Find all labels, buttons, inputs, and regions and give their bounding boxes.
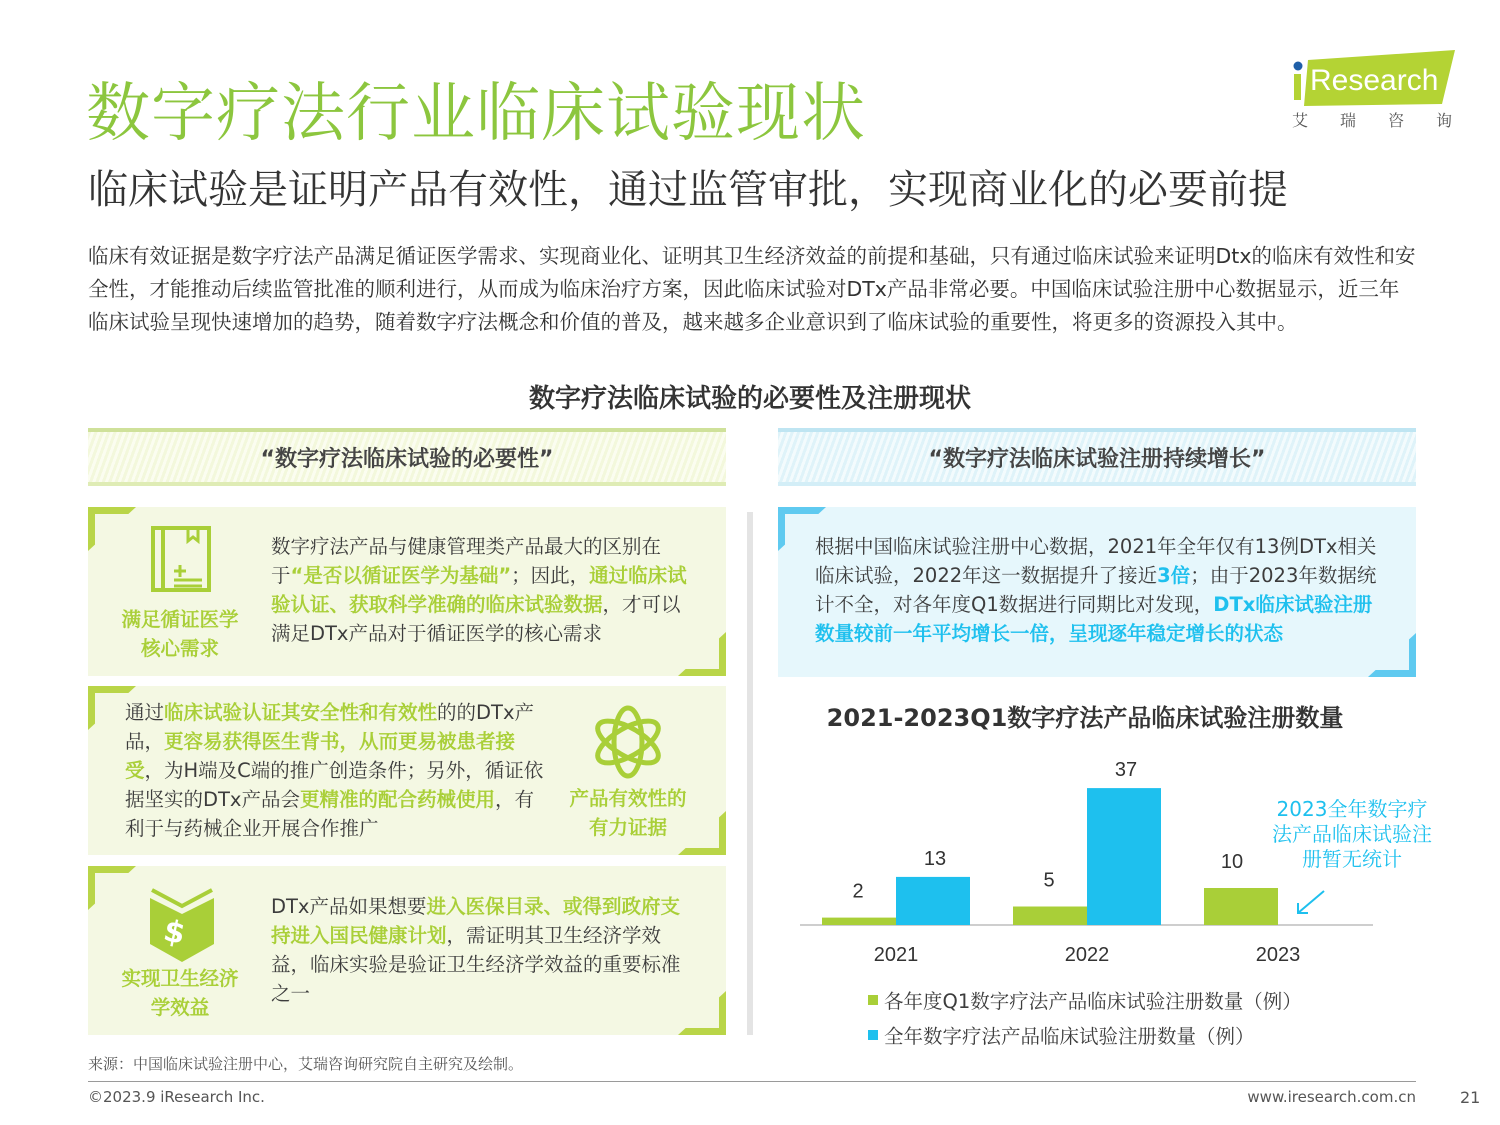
highlight-text: 3倍 — [1157, 564, 1191, 587]
body-text: ，有利于与药械企业开展合作推广 — [125, 788, 534, 840]
page-number: 21 — [1460, 1088, 1481, 1107]
card-text — [271, 532, 691, 648]
body-text: 通过 — [125, 701, 165, 724]
data-label: 13 — [923, 847, 947, 870]
card-effectiveness — [88, 686, 726, 855]
page-title: 数字疗法行业临床试验现状 — [86, 77, 866, 151]
body-text: ；由于2023年数据统计不全，对各年度Q1数据进行同期比对发现， — [815, 564, 1377, 616]
dollar-book-icon — [150, 886, 214, 962]
copyright: ©2023.9 iResearch Inc. — [88, 1088, 265, 1106]
highlight-text: 更容易获得医生背书，从而更易被患者接受 — [125, 730, 516, 782]
highlight-text: 进入医保目录、或得到政府支持进入国民健康计划 — [271, 895, 680, 947]
necessity-header: “数字疗法临床试验的必要性” — [88, 428, 726, 486]
highlight-text: 更精准的配合药械使用 — [299, 788, 495, 811]
legend-label: 全年数字疗法产品临床试验注册数量（例） — [884, 1025, 1255, 1048]
svg-text:Research: Research — [1310, 64, 1439, 97]
legend-swatch — [868, 1030, 878, 1040]
card-text — [271, 892, 691, 1008]
body-text: ，需证明其卫生经济学效益，临床实验是验证卫生经济学效益的重要标准之一 — [271, 924, 681, 1005]
card-label — [110, 605, 250, 663]
highlight-text: 临床试验认证其安全性和有效性 — [164, 701, 438, 724]
card-label-line: 产品有效性的 — [569, 787, 687, 810]
intro-paragraph: 临床有效证据是数字疗法产品满足循证医学需求、实现商业化、证明其卫生经济效益的前提和基础，只有通过临床试验来证明Dtx的临床有效性和安全性，才能推动后续监管批准的顺利进行，从而成为临床治疗方案，因此临床试验对DTx产品非常必要。中国临床试验注册中心数据显示，近三年临床试验呈现快速增加的趋势，随着数字疗法概念和价值的普及，越来越多企业意识到了临床试验的重要性，将更多的资源投入其中。 — [88, 244, 1416, 334]
section-heading: 数字疗法临床试验的必要性及注册现状 — [528, 384, 971, 414]
svg-text:艾: 艾 — [1292, 111, 1309, 130]
data-label: 10 — [1220, 851, 1244, 873]
registration-header: “数字疗法临床试验注册持续增长” — [778, 428, 1416, 486]
card-label — [558, 784, 698, 842]
legend-item-full-year — [868, 1021, 1255, 1049]
data-label: 37 — [1114, 759, 1138, 782]
card-label-line: 学效益 — [150, 996, 210, 1019]
card-label-line: 实现卫生经济 — [121, 967, 239, 990]
body-text: DTx产品如果想要 — [271, 895, 427, 918]
legend-item-q1 — [868, 986, 1302, 1014]
card-label — [110, 964, 250, 1022]
card-label-line: 有力证据 — [588, 816, 667, 839]
data-label: 5 — [1043, 869, 1055, 892]
svg-text:询: 询 — [1436, 111, 1453, 130]
body-text: 数字疗法产品与健康管理类产品最大的区别在于 — [271, 535, 662, 587]
source-note: 来源：中国临床试验注册中心，艾瑞咨询研究院自主研究及绘制。 — [88, 1055, 524, 1073]
body-text: ，才可以满足DTx产品对于循证医学的核心需求 — [271, 593, 681, 645]
bar-2021-full-year — [896, 877, 970, 925]
highlight-text: “是否以循证医学为基础” — [290, 564, 512, 587]
card-text — [815, 532, 1390, 648]
bar-2021-q1 — [822, 918, 896, 925]
bar-2022-full-year — [1087, 788, 1161, 925]
card-text — [125, 698, 545, 843]
svg-text:咨: 咨 — [1388, 111, 1405, 130]
highlight-text: DTx临床试验注册数量较前一年平均增长一倍，呈现逐年稳定增长的状态 — [815, 593, 1373, 645]
legend-label: 各年度Q1数字疗法产品临床试验注册数量（例） — [884, 990, 1302, 1013]
corner-accent — [88, 507, 136, 551]
bar-2023-q1 — [1204, 888, 1278, 925]
bar-2022-q1 — [1013, 907, 1087, 926]
atom-icon — [591, 702, 665, 782]
body-text: ，为H端及C端的推广创造条件；另外，循证依据坚实的DTx产品会 — [125, 759, 544, 811]
svg-text:瑞: 瑞 — [1340, 111, 1357, 130]
website-link[interactable]: www.iresearch.com.cn — [1247, 1088, 1416, 1106]
chart-annotation: 2023全年数字疗法产品临床试验注册暂无统计 — [1272, 797, 1432, 871]
card-label-line: 满足循证医学 — [121, 608, 239, 631]
highlight-text: 通过临床试验认证、获取科学准确的临床试验数据 — [271, 564, 687, 616]
footer-divider — [88, 1081, 1416, 1082]
x-tick-label: 2022 — [1064, 944, 1110, 966]
corner-accent — [88, 866, 136, 910]
card-registration-growth — [778, 507, 1416, 677]
chart-title: 2021-2023Q1数字疗法产品临床试验注册数量 — [826, 704, 1344, 732]
svg-text:$: $ — [160, 913, 189, 952]
column-divider — [747, 512, 753, 1035]
body-text: 根据中国临床试验注册中心数据，2021年全年仅有13例DTx相关临床试验，2022年这一数据提升了接近 — [815, 535, 1377, 587]
arrow-icon — [1292, 888, 1328, 918]
medical-book-icon — [150, 525, 212, 593]
x-tick-label: 2023 — [1255, 944, 1301, 966]
body-text: 的的DTx产品， — [125, 701, 534, 753]
iresearch-logo — [1290, 48, 1460, 138]
card-evidence-based — [88, 507, 726, 676]
card-health-economics — [88, 866, 726, 1035]
card-label-line: 核心需求 — [140, 637, 219, 660]
x-tick-label: 2021 — [873, 944, 919, 966]
data-label: 2 — [852, 880, 864, 903]
body-text: ；因此， — [511, 564, 590, 587]
page-subtitle: 临床试验是证明产品有效性，通过监管审批，实现商业化的必要前提 — [88, 167, 1288, 213]
legend-swatch — [868, 995, 878, 1005]
